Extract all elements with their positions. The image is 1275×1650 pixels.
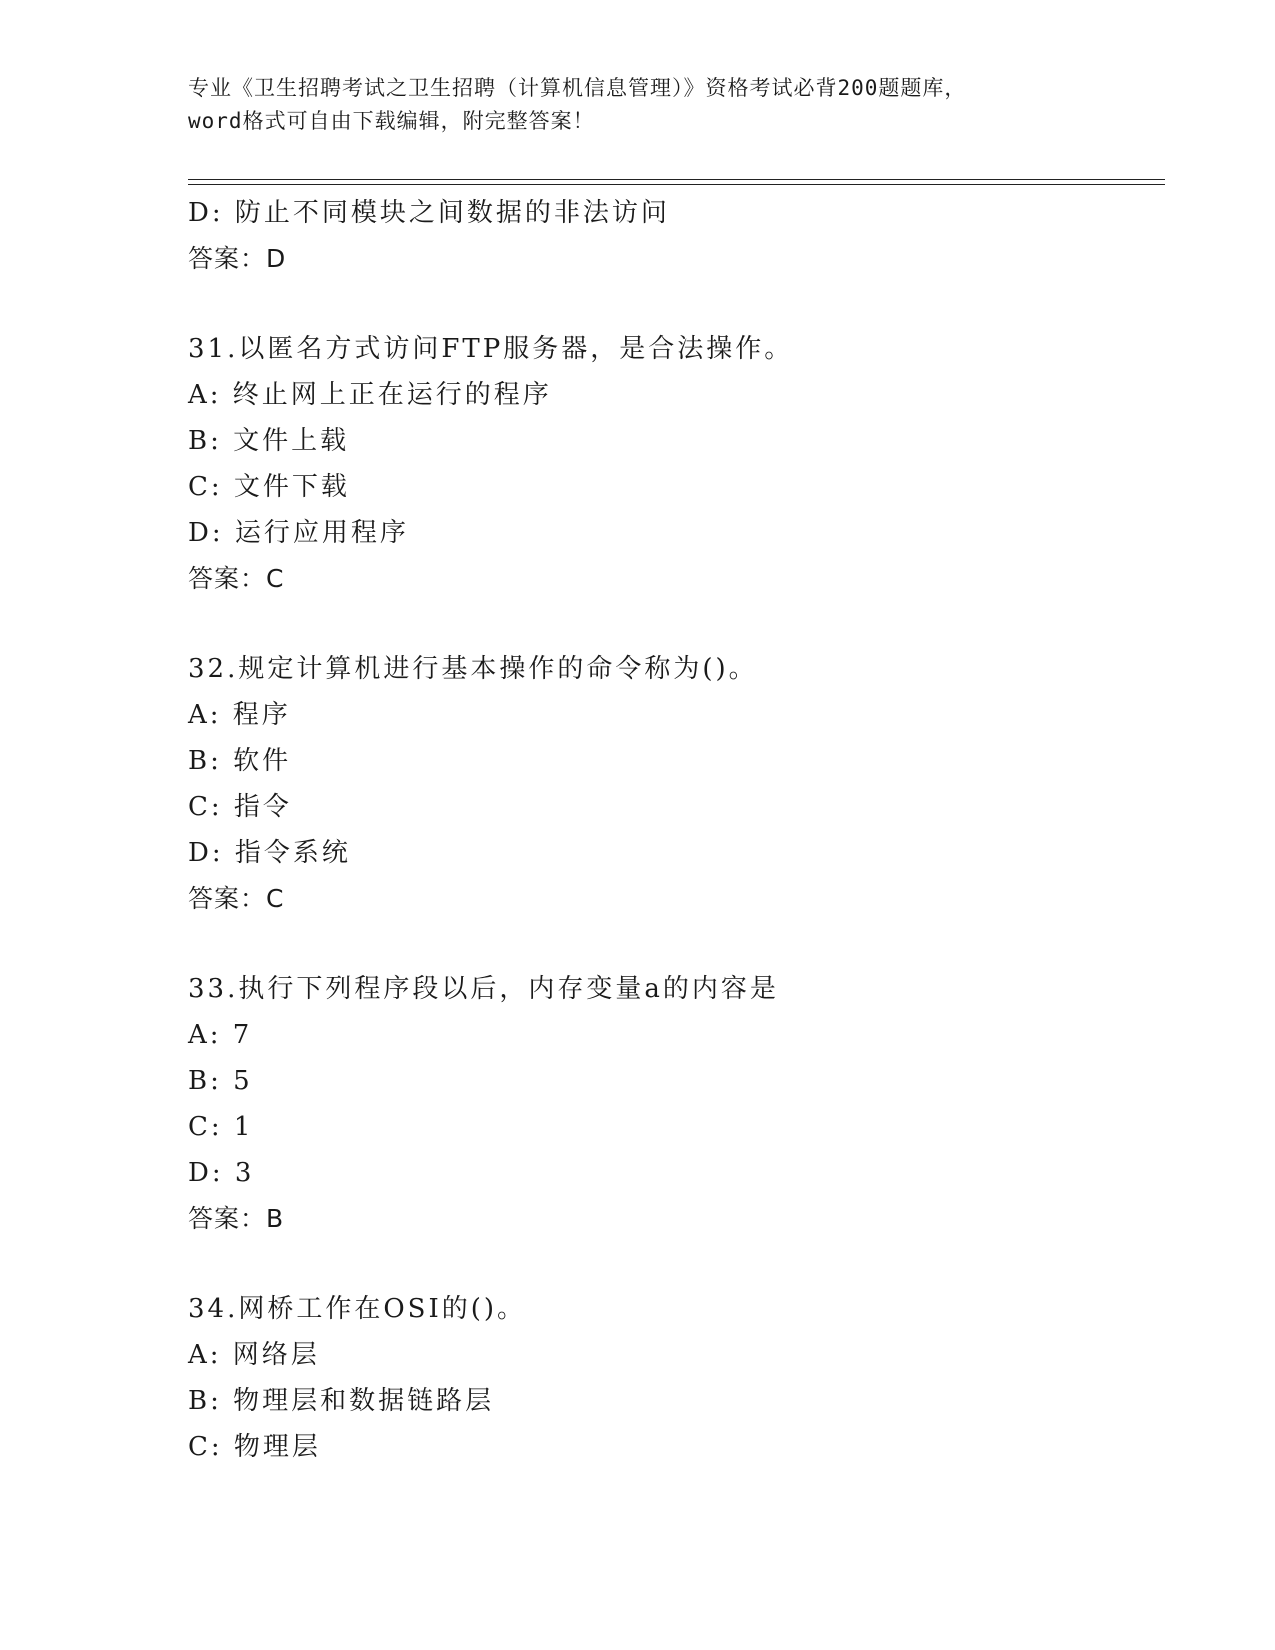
question-text: 33.执行下列程序段以后，内存变量a的内容是 [188,974,779,1004]
header-divider-top [188,179,1165,180]
answer-line: 答案：C [188,884,285,913]
header-line-1: 专业《卫生招聘考试之卫生招聘（计算机信息管理）》资格考试必背200题题库， [188,76,967,100]
document-header [188,72,1088,138]
answer-line: 答案：D [188,244,287,273]
option-b: B: 文件上载 [188,426,350,456]
option-b: B: 软件 [188,746,292,776]
option-d: D: 3 [188,1158,255,1188]
option-d: D: 运行应用程序 [188,518,409,548]
header-line-2: word格式可自由下载编辑，附完整答案！ [188,109,595,133]
answer-line: 答案：B [188,1204,285,1233]
question-text: 34.网桥工作在OSI的()。 [188,1294,527,1324]
option-c: C: 物理层 [188,1432,321,1462]
question-list [188,190,1148,1470]
question-block-32 [188,646,1148,922]
option-b: B: 物理层和数据链路层 [188,1386,495,1416]
question-text: 32.规定计算机进行基本操作的命令称为()。 [188,654,758,684]
option-a: A: 7 [188,1020,253,1050]
option-d: D: 指令系统 [188,838,351,868]
option-a: A: 终止网上正在运行的程序 [188,380,552,410]
option-d: D: 防止不同模块之间数据的非法访问 [188,198,670,228]
option-c: C: 文件下载 [188,472,350,502]
option-c: C: 指令 [188,792,292,822]
question-text: 31.以匿名方式访问FTP服务器，是合法操作。 [188,334,794,364]
option-a: A: 网络层 [188,1340,320,1370]
question-block-31 [188,326,1148,602]
question-block-34 [188,1286,1148,1470]
question-block-continued [188,190,1148,282]
option-b: B: 5 [188,1066,253,1096]
option-c: C: 1 [188,1112,254,1142]
header-divider-bottom [188,184,1165,185]
option-a: A: 程序 [188,700,291,730]
answer-line: 答案：C [188,564,285,593]
question-block-33 [188,966,1148,1242]
